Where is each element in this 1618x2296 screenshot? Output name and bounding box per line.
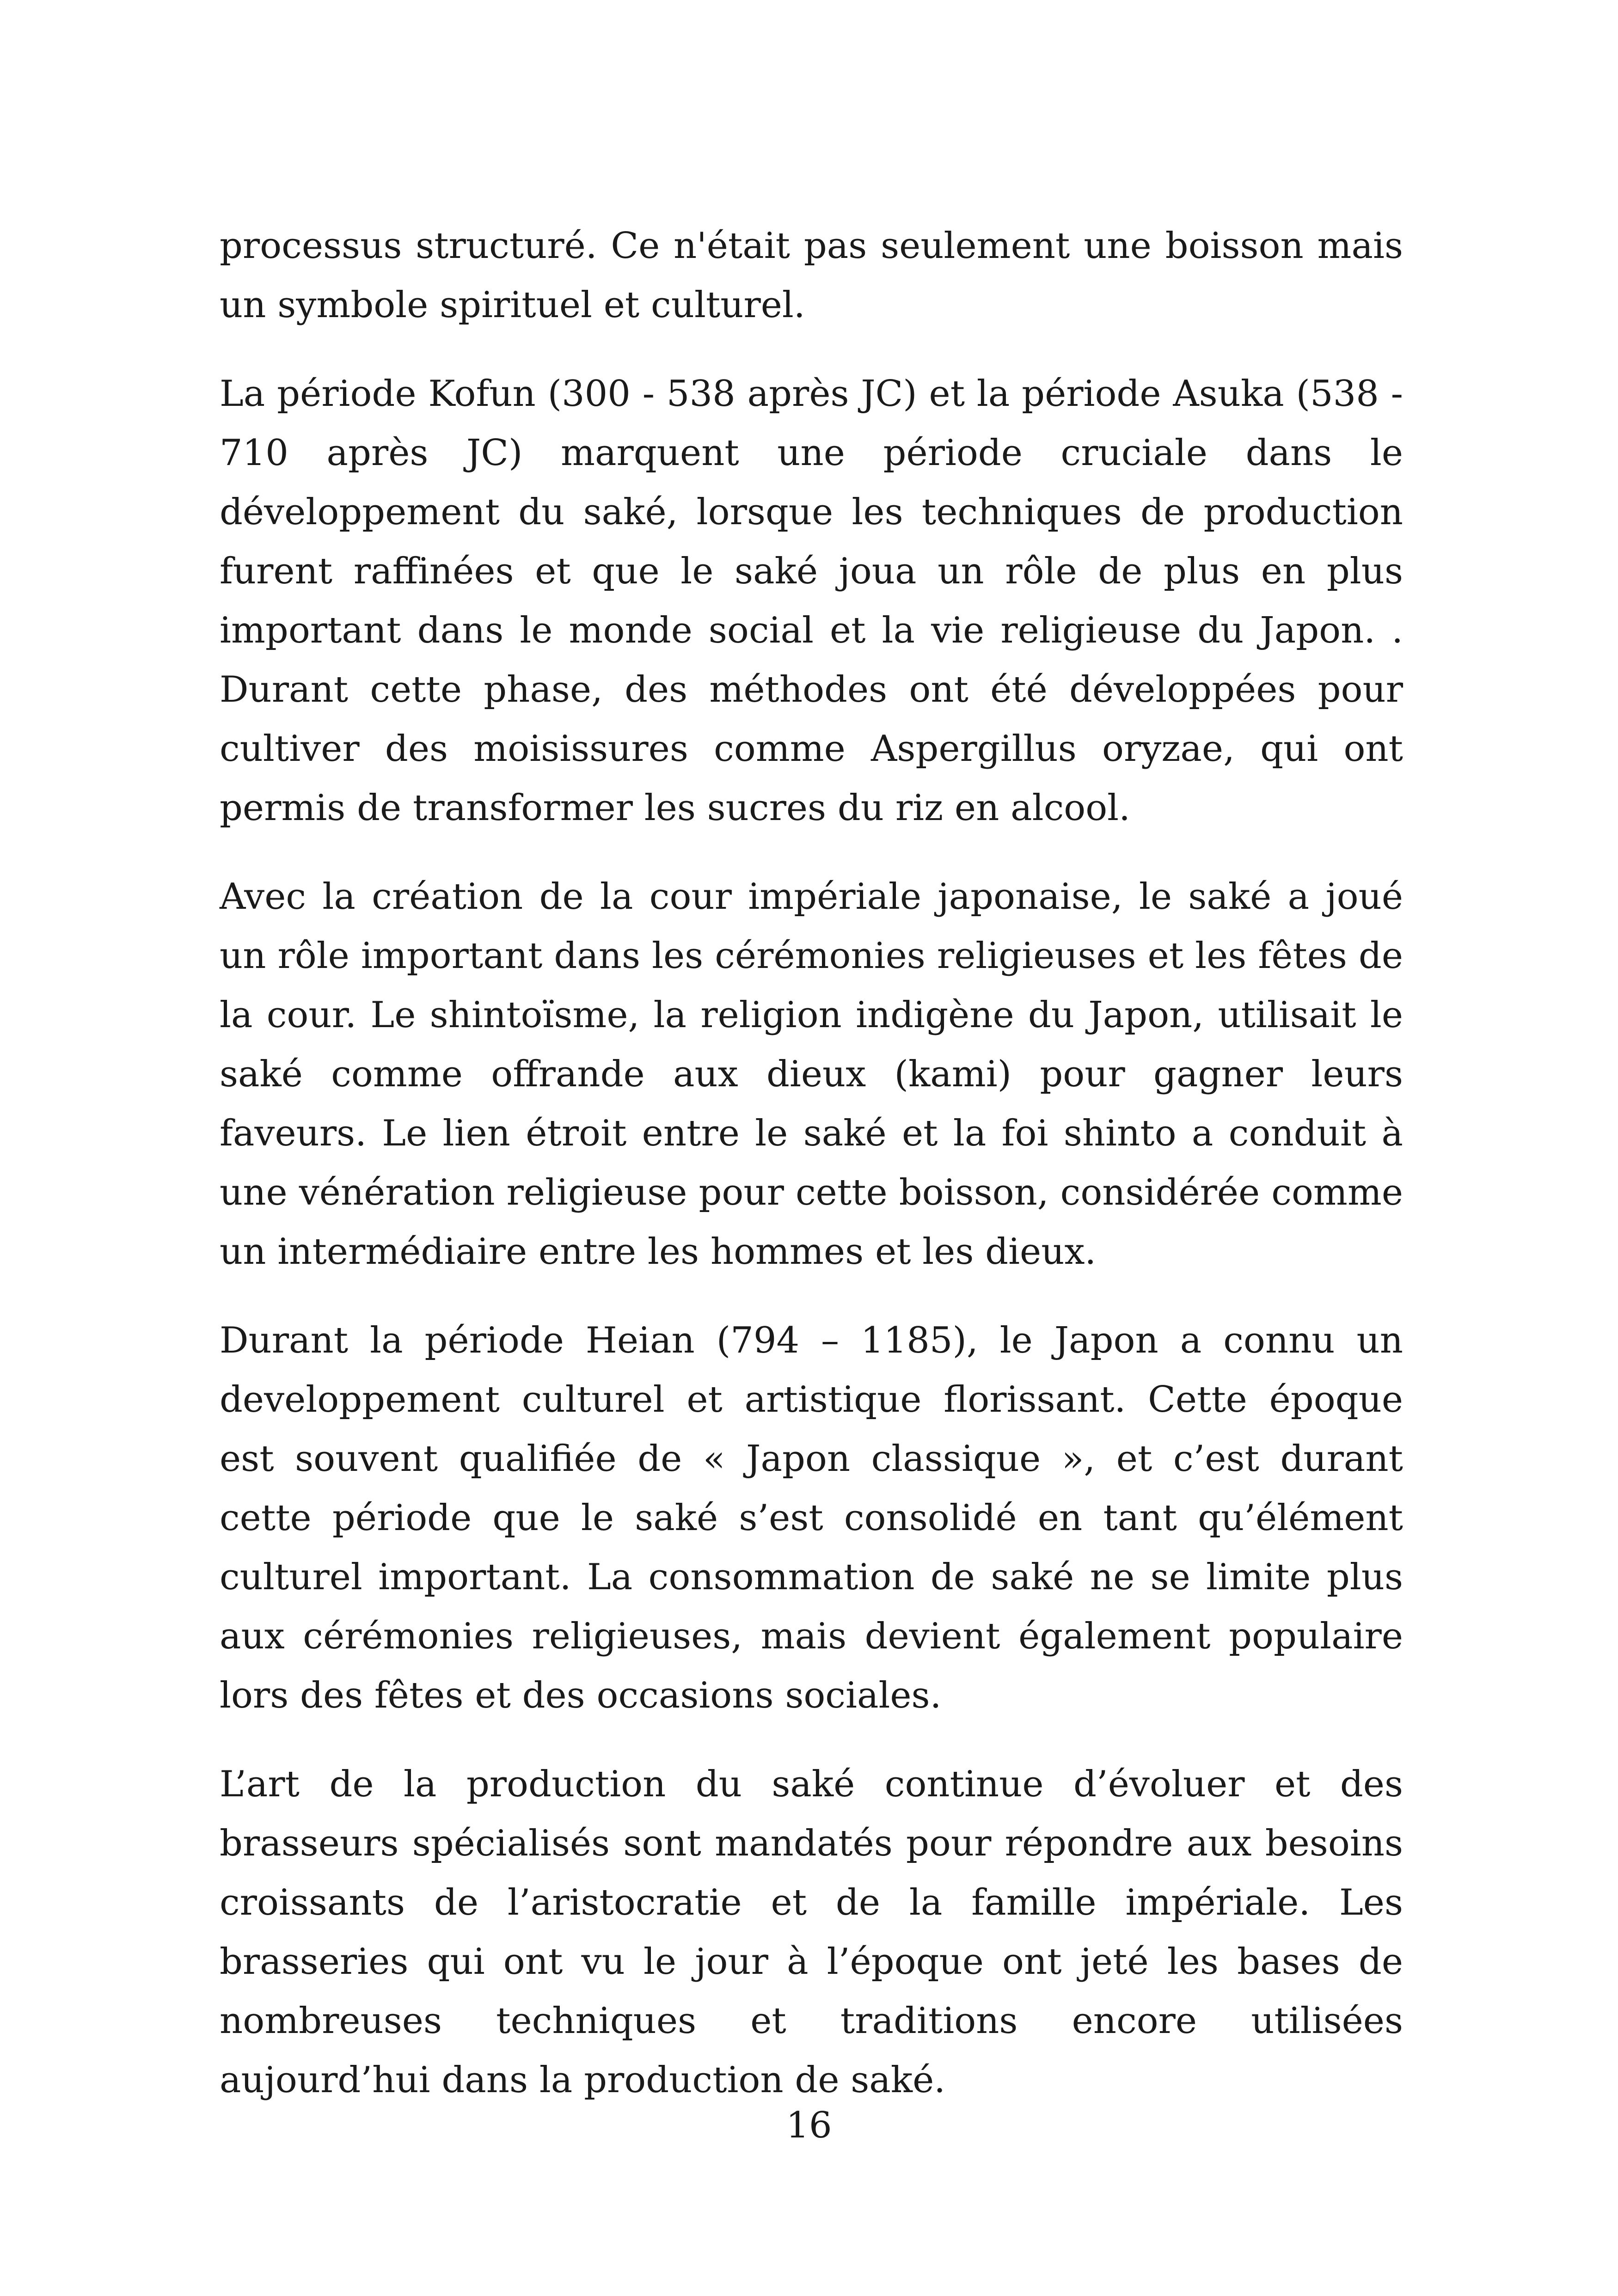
paragraph-5: L’art de la production du saké continue d’évoluer et des brasseurs spécialisés sont mandatés pour répondre aux besoins croissants de l’aristocratie et de la famille impériale. Les brasseries qui ont vu le jour à l’époque ont jeté les bases de nombreuses techniques et traditions encore utilisées aujourd’hui dans la production de saké. — [220, 1763, 1403, 2101]
paragraph-3: Avec la création de la cour impériale japonaise, le saké a joué un rôle important dans les cérémonies religieuses et les fêtes de la cour. Le shintoïsme, la religion indigène du Japon, utilisait le saké comme offrande aux dieux (kami) pour gagner leurs faveurs. Le lien étroit entre le saké et la foi shinto a conduit à une vénération religieuse pour cette boisson, considérée comme un intermédiaire entre les hommes et les dieux. — [220, 876, 1403, 1273]
body-text — [220, 216, 1403, 2139]
paragraph-2: La période Kofun (300 - 538 après JC) et la période Asuka (538 - 710 après JC) marquent une période cruciale dans le développement du saké, lorsque les techniques de production furent raffinées et que le saké joua un rôle de plus en plus important dans le monde social et la vie religieuse du Japon. . Durant cette phase, des méthodes ont été développées pour cultiver des moisissures comme Aspergillus oryzae, qui ont permis de transformer les sucres du riz en alcool. — [220, 373, 1403, 829]
paragraph-1: processus structuré. Ce n'était pas seulement une boisson mais un symbole spirituel et culturel. — [220, 225, 1403, 326]
page-number: 16 — [786, 2105, 832, 2146]
paragraph-4: Durant la période Heian (794 – 1185), le Japon a connu un developpement culturel et artistique florissant. Cette époque est souvent qualifiée de « Japon classique », et c’est durant cette période que le saké s’est consolidé en tant qu’élément culturel important. La consommation de saké ne se limite plus aux cérémonies religieuses, mais devient également populaire lors des fêtes et des occasions sociales. — [220, 1320, 1403, 1716]
